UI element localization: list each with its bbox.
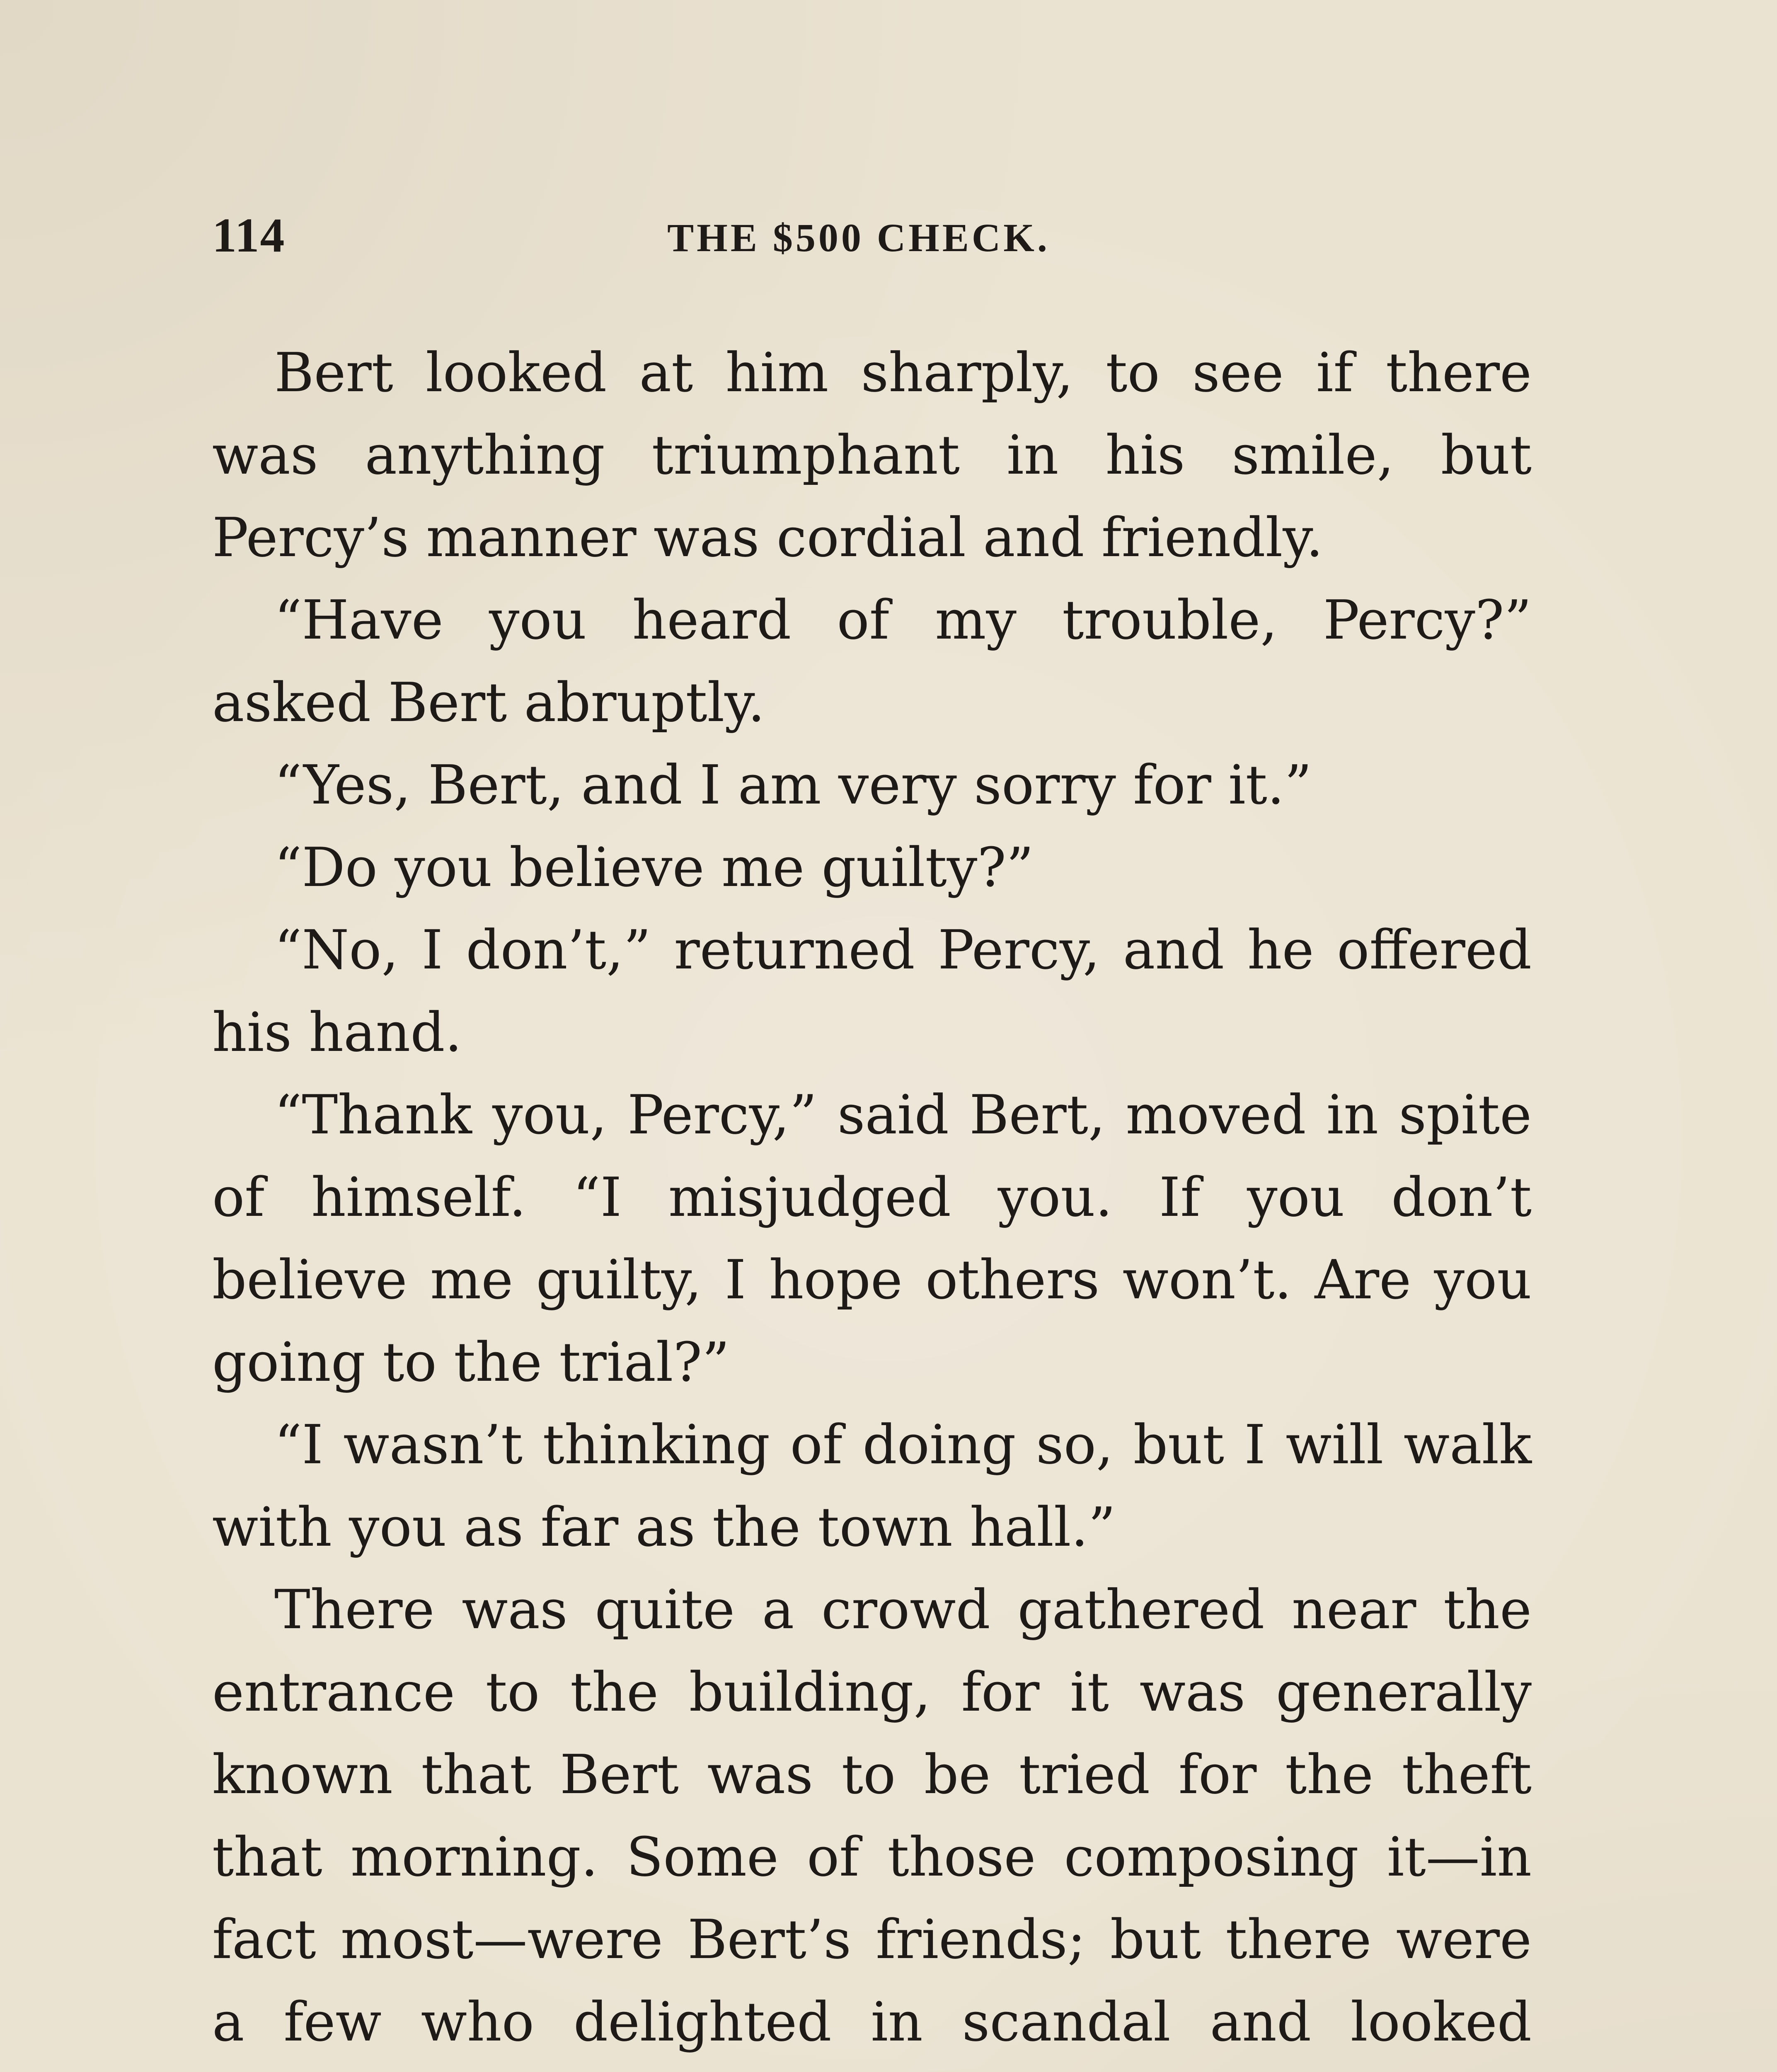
paragraph: Bert looked at him sharply, to see if there was anything triumphant in his smile, but Percy’s manner was cordial and friendly. [212,341,1532,569]
paragraph: “Have you heard of my trouble, Percy?” asked Bert abruptly. [212,588,1532,734]
paragraph: “No, I don’t,” returned Percy, and he offered his hand. [212,918,1532,1064]
page-header [212,207,1532,278]
page-number: 114 [212,208,286,262]
paragraph: “I wasn’t thinking of doing so, but I will walk with you as far as the town hall.” [212,1413,1532,1559]
paragraph: “Yes, Bert, and I am very sorry for it.” [274,753,1312,816]
paragraph: “Do you believe me guilty?” [274,836,1034,899]
paragraph: “Thank you, Percy,” said Bert, moved in spite of himself. “I misjudged you. If you don’t believe me guilty, I hope others won’t. Are you going to the trial?” [212,1083,1532,1394]
running-title: THE $500 CHECK. [667,215,1050,260]
page-text [212,332,1532,2072]
paragraph: There was quite a crowd gathered near the entrance to the building, for it was generally known that Bert was to be tried for the theft that morning. Some of those composing it—in fact most—were Bert’s friends; but there were a few who delighted in scandal and looked [212,1578,1532,2053]
